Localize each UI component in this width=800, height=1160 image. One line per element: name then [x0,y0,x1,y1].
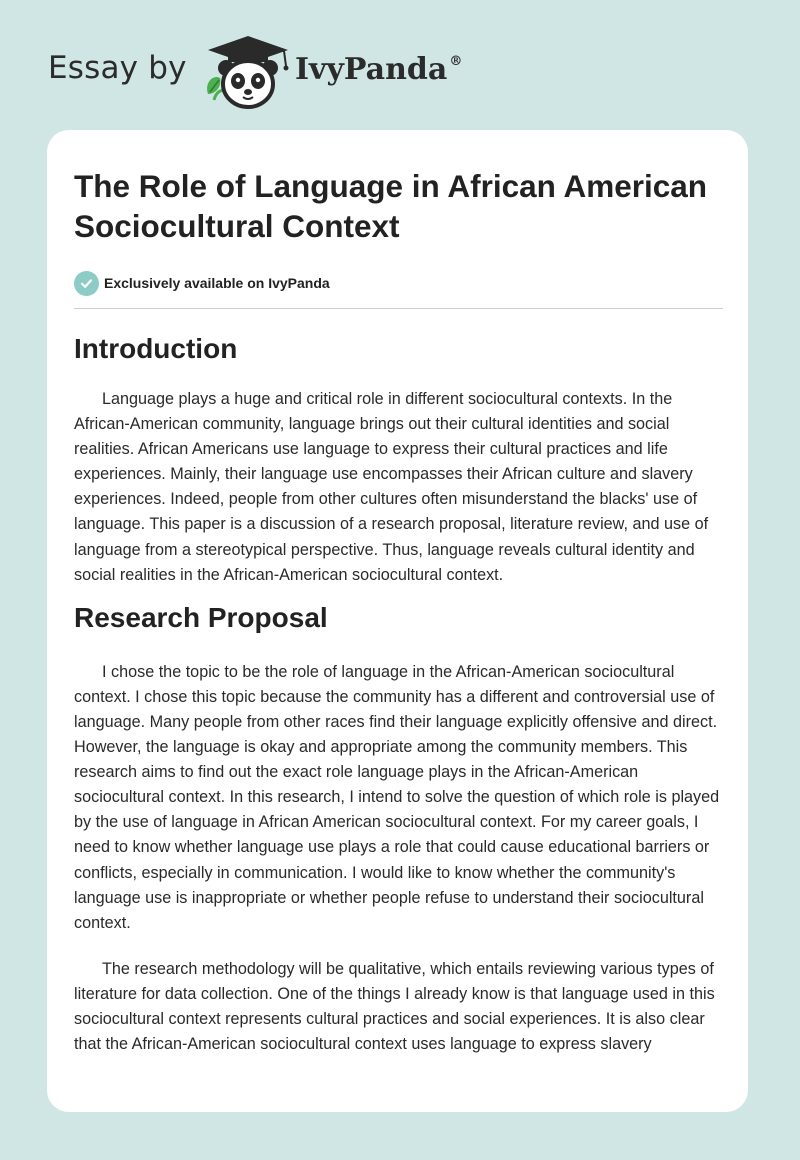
exclusive-badge [74,269,723,297]
essay-by-label: Essay by [48,50,187,86]
divider [74,308,723,309]
registered-mark: ® [449,54,463,69]
page-title: The Role of Language in African American Sociocultural Context [74,168,708,244]
site-header [48,30,648,110]
section-heading-research-proposal: Research Proposal [74,601,328,633]
exclusive-label: Exclusively available on IvyPanda [104,275,330,291]
research-paragraph-2: The research methodology will be qualitative, which entails reviewing various types of literature for data collection. One of the things I already know is that language used in this sociocultural context represents cultural practices and social experiences. It is also clear that the African-American sociocultural context uses language to express slavery [74,959,715,1054]
check-circle-icon [74,271,99,296]
section-heading-introduction: Introduction [74,333,238,364]
research-paragraph-1: I chose the topic to be the role of language in the African-American sociocultural context. I chose this topic because the community has a different and controversial use of language. Many people from other races find their language explicitly offensive and direct. However, the language is okay and appropriate among the community members. This research aims to find out the exact role language plays in the African-American sociocultural context. In this research, I intend to solve the question of which role is played by the use of language in African American sociocultural context. For my career goals, I need to know whether language use plays a role that could cause educational barriers or conflicts, especially in communication. I would like to know whether the community's language use is inappropriate or whether people refuse to understand their sociocultural context. [74,662,720,932]
essay-card [47,130,748,1112]
introduction-paragraph: Language plays a huge and critical role in different sociocultural contexts. In the African-American community, language brings out their cultural identities and social realities. African Americans use language to express their cultural practices and life experiences. Mainly, their language use encompasses their African culture and slavery experiences. Indeed, people from other cultures often misunderstand the blacks' use of language. This paper is a discussion of a research proposal, literature review, and use of language from a stereotypical perspective. Thus, language reveals cultural identity and social realities in the African-American sociocultural context. [74,390,709,584]
panda-logo-icon[interactable] [200,34,296,112]
brand-name[interactable]: IvyPanda ® [295,52,463,87]
essay-content [74,130,723,1057]
